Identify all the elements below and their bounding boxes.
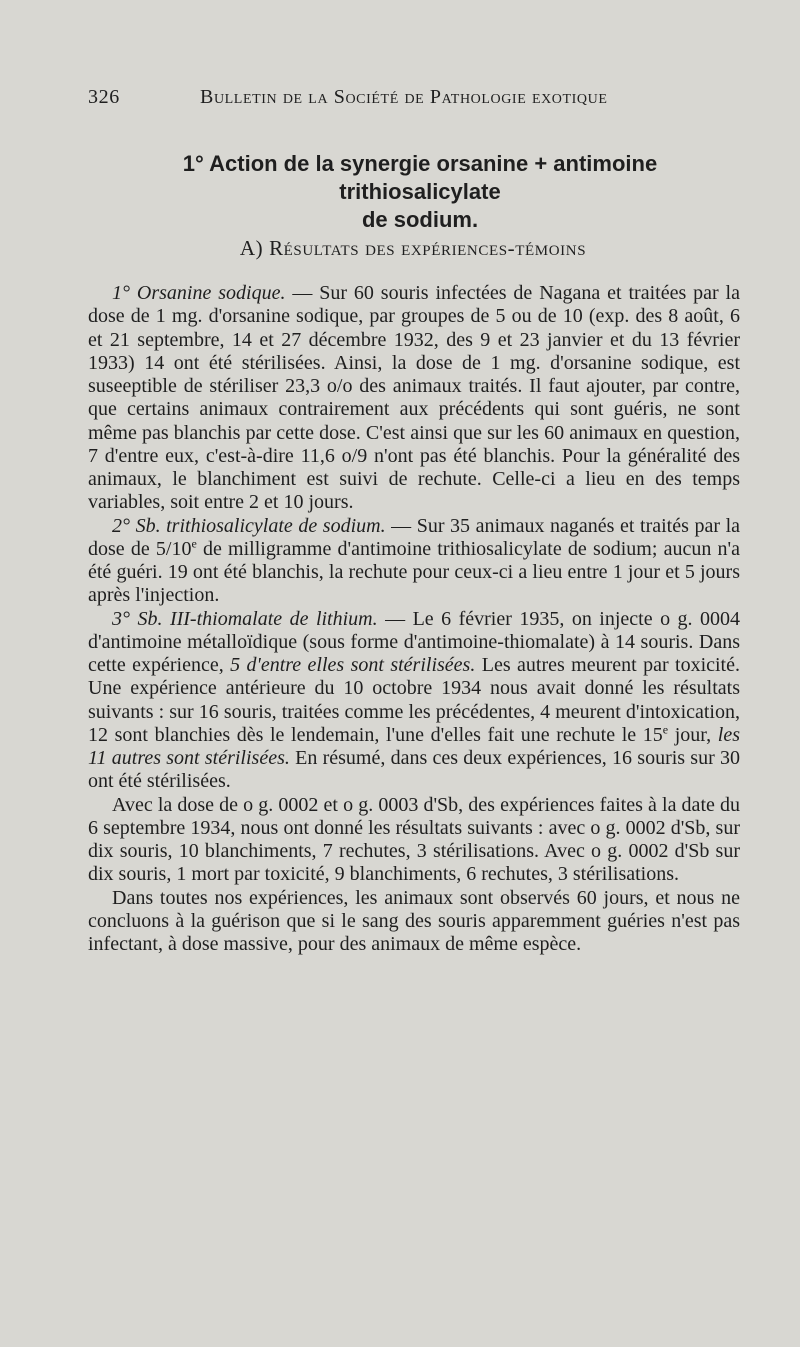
paragraph-conclusion: Dans toutes nos expériences, les animaux sont observés 60 jours, et nous ne concluons à la guérison que si le sang des souris apparemment guéries n'est pas infectant, à dose massive, pour des animaux de même espèce. — [88, 886, 740, 955]
section-title-line-2: de sodium. — [361, 207, 479, 232]
paragraph-text: Les autres meurent par toxicité. Une expérience antérieure du 10 octobre 1934 nous avait donné les résultats suivants : sur 16 souris, traitées comme les précédentes, 4 meurent d'intoxication, 12 sont blanchies dès le lendemain, l'une d'elles fait une rechute le 15 — [88, 654, 740, 746]
italic-text: 5 d'entre elles sont stérilisées. — [230, 654, 476, 676]
section-title-line-1: 1° Action de la synergie orsanine + antimoine trithiosalicylate — [182, 151, 658, 204]
paragraph-text: En résumé, dans ces deux expériences, 16 souris sur 30 ont été stérilisées. — [88, 747, 741, 793]
superscript: e — [191, 536, 197, 551]
running-header — [88, 86, 738, 114]
paragraph-dose-experiments: Avec la dose de o g. 0002 et o g. 0003 d'Sb, des expériences faites à la date du 6 septembre 1934, nous ont donné les résultats suivants : avec o g. 0002 d'Sb, sur dix souris, 10 blanchiments, 7 rechutes, 3 stérilisations. Avec o g. 0002 d'Sb sur dix souris, 1 mort par toxicité, 9 blanchiments, 6 rechutes, 3 stérilisations. — [88, 793, 740, 886]
superscript: e — [662, 722, 669, 737]
paragraph-text: — Le 6 février 1935, on injecte o g. 0004 d'antimoine métalloïdique (sous forme d'antimoine-thiomalate) à 14 souris. Dans cette expérience, — [88, 607, 741, 676]
paragraph-trithiosalicylate — [88, 515, 740, 608]
paragraph-label: 3° Sb. III-thiomalate de lithium. — [112, 607, 378, 630]
paragraph-text: jour, — [668, 723, 718, 746]
paragraph-text: — Sur 35 animaux naganés et traités par la dose de 5/10 — [88, 514, 740, 560]
body-text — [88, 282, 740, 956]
italic-text: les 11 autres sont stérilisées. — [88, 723, 740, 769]
paragraph-label: 1° Orsanine sodique. — [112, 282, 286, 304]
paragraph-thiomalate — [88, 608, 740, 794]
paragraph-text: — Sur 60 souris infectées de Nagana et traitées par la dose de 1 mg. d'orsanine sodique, par groupes de 5 ou de 10 (exp. des 8 août, 6 et 21 septembre, 14 et 27 décembre 1932, des 9 et 23 janvier et du 13 février 1933) 14 ont été stérilisées. Ainsi, la dose de 1 mg. d'orsanine sodique, est suseeptible de stériliser 23,3 o/o des animaux traités. Il faut ajouter, par contre, que certains animaux contrairement aux précédents qui sont guéris, ne sont même pas blanchis par cette dose. C'est ainsi que sur les 60 animaux en question, 7 d'entre eux, c'est-à-dire 11,6 o/9 n'ont pas été blanchis. Pour la généralité des animaux, le blanchiment est suivi de rechute. Celle-ci a lieu en des temps variables, soit entre 2 et 10 jours. — [88, 282, 740, 514]
subsection-title: A) Résultats des expériences-témoins — [239, 236, 587, 260]
page-number: 326 — [88, 86, 120, 108]
paragraph-text: de milligramme d'antimoine trithiosalicylate de sodium; aucun n'a été guéri. 19 ont été blanchis, la rechute pour ceux-ci a lieu entre 1 jour et 5 jours après l'injection. — [88, 537, 740, 607]
journal-title: Bulletin de la Société de Pathologie exotique — [200, 86, 608, 108]
paragraph-orsanine — [88, 282, 740, 515]
paragraph-label: 2° Sb. trithiosalicylate de sodium. — [112, 514, 386, 537]
section-title — [100, 150, 740, 234]
